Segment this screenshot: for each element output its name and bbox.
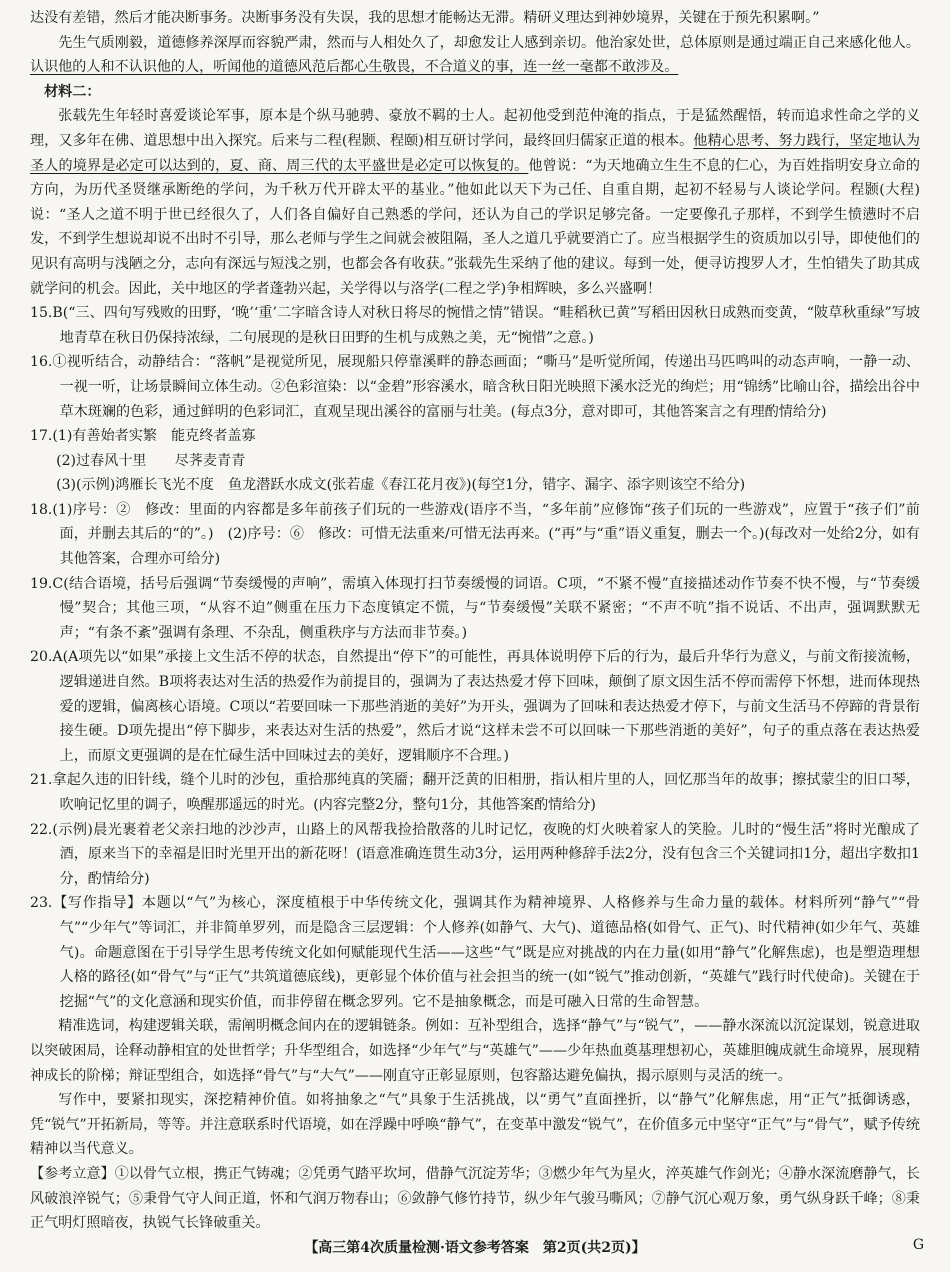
answer-23-reference: 【参考立意】①以骨气立根，携正气铸魂；②凭勇气踏平坎坷，借静气沉淀芳华；③燃少年气为星火，淬英雄气作剑光；④静水深流磨静气，长风破浪淬锐气；⑤秉骨气守人间正道，怀和气润万物春山；⑥敛静气修竹持节，纵少年气骏马嘶风；⑦静气沉心观万象，勇气纵身跃千峰；⑧秉正气明灯照暗夜，执锐气长锋破重关。 [30,1165,920,1232]
answer-16: 16.①视听结合，动静结合：“落帆”是视觉所见，展现船只停靠溪畔的静态画面；“嘶马”是听觉所闻，传递出马匹鸣叫的动态声响，一静一动、一视一听，让场景瞬间立体生动。②色彩渲染：以“金碧”形容溪水，暗含秋日阳光映照下溪水泛光的绚烂；用“锦绣”比喻山谷，描绘出谷中草木斑斓的色彩，通过鲜明的色彩词汇，直观呈现出溪谷的富丽与壮美。(每点3分，意对即可，其他答案言之有理酌情给分) [30,354,920,420]
text-paragraph [30,104,920,301]
answer-19: 19.C(结合语境，括号后强调“节奏缓慢的声响”，需填入体现打扫节奏缓慢的词语。C项，“不紧不慢”直接描述动作节奏不快不慢，与“节奏缓慢”契合；其他三项，“从容不迫”侧重在压力下态度镇定不慌，与“节奏缓慢”关联不紧密；“不声不吭”指不说话、不出声，强调默默无声；“有条不紊”强调有条理、不杂乱，侧重秩序与方法而非节奏。) [30,575,920,641]
underlined-text: 他精心思考、努力践行，坚定地认为圣人的境界是必定可以达到的，夏、商、周三代的太平盛世是必定可以恢复的。 [30,132,920,174]
text-span: 他曾说：“为天地确立生生不息的仁心，为百姓指明安身立命的方向，为历代圣贤继承断绝的学问，为千秋万代开辟太平的基业。”他如此以天下为己任、自重自期，起初不轻易与人谈论学问。程颢(大程)说：“圣人之道不明于世已经很久了，人们各自偏好自己熟悉的学问，还认为自己的学识足够完备。一定要像孔子那样，不到学生愤懑时不启发，不到学生想说却说不出时不引导，那么老师与学生之间就会被阻隔，圣人之道几乎就要消亡了。应当根据学生的资质加以引导，即使他们的见识有高明与浅陋之分，志向有深远与短浅之别，也都会各有收获。”张载先生采纳了他的建议。每到一处，便寻访搜罗人才，生怕错失了助其成就学问的机会。因此，关中地区的学者蓬勃兴起，关学得以与洛学(二程之学)争相辉映，多么兴盛啊！ [30,157,921,297]
answer-23-paragraph: 写作中，要紧扣现实，深挖精神价值。如将抽象之“气”具象于生活挑战，以“勇气”直面挫折，以“静气”化解焦虑，用“正气”抵御诱惑，凭“锐气”开拓新局，等等。并注意联系时代语境，如在浮躁中呼唤“静气”，在变革中激发“锐气”，在价值多元中坚守“正气”与“骨气”，赋予传统精神以当代意义。 [30,1092,920,1158]
footer-code: G [912,1237,924,1253]
answer-23-paragraph: 精准选词，构建逻辑关联，需阐明概念间内在的逻辑链条。例如：互补型组合，选择“静气”与“锐气”，——静水深流以沉淀谋划，锐意进取以突破困局，诠释动静相宜的处世哲学；升华型组合，如选择“少年气”与“英雄气”——少年热血奠基理想初心，英雄胆魄成就生命境界，展现精神成长的阶梯；辩证型组合，如选择“骨气”与“大气”——刚直守正彰显原则，包容豁达避免偏执，揭示原则与灵活的统一。 [30,1018,920,1084]
text-paragraph [30,31,920,80]
document-body [30,6,920,1236]
answer-17-line-3: (3)(示例)鸿雁长飞光不度 鱼龙潜跃水成文(张若虚《春江花月夜》)(每空1分，错字、漏字、添字则该空不给分) [56,477,746,494]
answer-22: 22.(示例)晨光裹着老父亲扫地的沙沙声，山路上的风帮我捡拾散落的儿时记忆，夜晚的灯火映着家人的笑脸。儿时的“慢生活”将时光酿成了酒，原来当下的幸福是旧时光里开出的新花呀！(语意准确连贯生动3分，运用两种修辞手法2分，没有包含三个关键词扣1分，超出字数扣1分，酌情给分) [30,821,920,887]
material-heading: 材料二： [44,83,101,100]
text-paragraph: 达没有差错，然后才能决断事务。决断事务没有失误，我的思想才能畅达无滞。精研义理达到神妙境界，关键在于预先积累啊。” [30,10,820,26]
answer-23-guide: 23.【写作指导】本题以“气”为核心，深度植根于中华传统文化，强调其作为精神境界、人格修养与生命力量的载体。材料所列“静气”“骨气”“少年气”等词汇，并非简单罗列，而是隐含三层逻辑：个人修养(如静气、大气)、道德品格(如骨气、正气)、时代精神(如少年气、英雄气)。命题意图在于引导学生思考传统文化如何赋能现代生活——这些“气”既是应对挑战的内在力量(如用“静气”化解焦虑)，也是塑造理想人格的路径(如“骨气”与“正气”共筑道德底线)，更彰显个体价值与社会担当的统一(如“锐气”推动创新，“英雄气”践行时代使命)。关键在于挖掘“气”的文化意涵和现实价值，而非停留在概念罗列。它不是抽象概念，而是可融入日常的生命智慧。 [30,895,920,1010]
text-span: 张载先生年轻时喜爱谈论军事，原本是个纵马驰骋、豪放不羁的士人。起初他受到范仲淹的指点，于是猛然醒悟，转而追求性命之学的义理，又多年在佛、道思想中出入探究。后来与二程(程颢、程颐)相互研讨学问，最终回归儒家正道的根本。 [30,108,920,149]
answer-21: 21.拿起久违的旧针线，缝个儿时的沙包，重拾那纯真的笑靥；翻开泛黄的旧相册，指认相片里的人，回忆那当年的故事；擦拭蒙尘的旧口琴，吹响记忆里的调子，唤醒那遥远的时光。(内容完整2分，整句1分，其他答案酌情给分) [30,772,920,813]
text-span: 先生气质刚毅，道德修养深厚而容貌严肃，然而与人相处久了，却愈发让人感到亲切。他治家处世，总体原则是通过端正自己来感化他人。 [58,34,920,51]
answer-17-line-2: (2)过春风十里 尽荠麦青青 [56,452,246,469]
answer-18: 18.(1)序号：② 修改：里面的内容都是多年前孩子们玩的一些游戏(语序不当，“多年前”应修饰“孩子们玩的一些游戏”，应置于“孩子们”前面，并删去其后的“的”。) (2)序号：⑥ 修改：可惜无法重来/可惜无法再来。(“再”与“重”语义重复，删去一个。)(每改对一处给2分，如有其他答案，合理亦可给分) [30,501,920,568]
page-footer: 【高三第4次质量检测·语文参考答案 第2页(共2页)】 [304,1240,646,1256]
answer-15: 15.B(“三、四句写残败的田野，‘晚’‘重’二字暗含诗人对秋日将尽的惋惜之情”错误。“畦稻秋已黄”写稻田因秋日成熟而变黄，“陂草秋重绿”写坡地青草在秋日仍保持浓绿，二句展现的是秋日田野的生机与成熟之美，无“惋惜”之意。) [30,305,920,346]
answer-17-line-1: 17.(1)有善始者实繁 能克终者盖寡 [30,428,256,445]
underlined-text: 认识他的人和不认识他的人，听闻他的道德风范后都心生敬畏，不合道义的事，连一丝一毫都不敢涉及。 [30,59,679,76]
answer-20: 20.A(A项先以“如果”承接上文生活不停的状态，自然提出“停下”的可能性，再具体说明停下后的行为，最后升华行为意义，与前文衔接流畅，逻辑递进自然。B项将表达对生活的热爱作为前提目的，强调为了表达热爱才停下回味，颠倒了原文因生活不停而需停下怀想，进而体现热爱的逻辑，偏离核心语境。C项以“若要回味一下那些消逝的美好”为开头，强调为了回味和表达热爱才停下，与前文生活马不停蹄的背景衔接生硬。D项先提出“停下脚步，来表达对生活的热爱”，然后才说“这样未尝不可以回味一下那些消逝的美好”，句子的重点落在表达热爱上，而原文更强调的是在忙碌生活中回味过去的美好，逻辑顺序不合理。) [30,649,920,764]
